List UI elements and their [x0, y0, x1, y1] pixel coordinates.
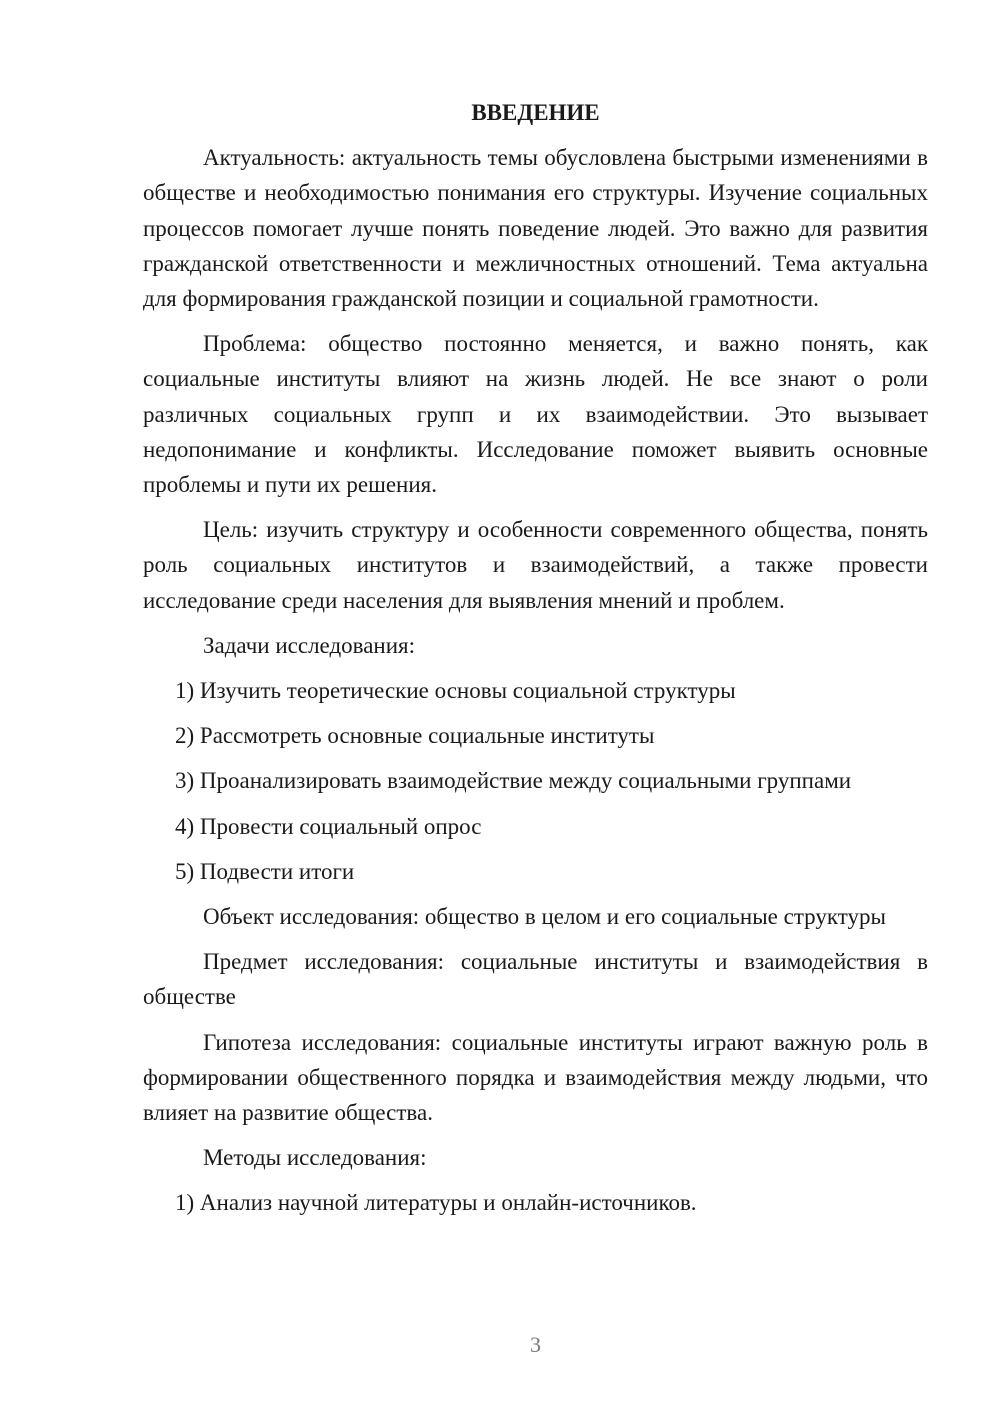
methods-label: Методы исследования: — [203, 1145, 427, 1171]
document-body — [143, 95, 928, 1231]
task-item-2: 2) Рассмотреть основные социальные институты — [175, 723, 655, 749]
task-item-1: 1) Изучить теоретические основы социальной структуры — [175, 678, 736, 704]
task-item-3: 3) Проанализировать взаимодействие между социальными группами — [175, 768, 852, 794]
task-item-5: 5) Подвести итоги — [175, 858, 355, 884]
problem-paragraph: Проблема: общество постоянно меняется, и важно понять, как социальные институты влияют на жизнь людей. Не все знают о роли различных социальных групп и их взаимодействии. Это вызывает недопонимание и конфликты. Исследование поможет выявить основные проблемы и пути их решения. — [143, 331, 928, 498]
relevance-paragraph: Актуальность: актуальность темы обусловлена быстрыми изменениями в обществе и необходимостью понимания его структуры. Изучение социальных процессов помогает лучше понять поведение людей. Это важно для развития гражданской ответственности и межличностных отношений. Тема актуальна для формирования гражданской позиции и социальной грамотности. — [143, 145, 928, 312]
object-paragraph: Объект исследования: общество в целом и его социальные структуры — [203, 904, 886, 930]
tasks-label: Задачи исследования: — [203, 632, 416, 658]
subject-paragraph: Предмет исследования: социальные институты и взаимодействия в обществе — [143, 949, 928, 1010]
hypothesis-paragraph: Гипотеза исследования: социальные институты играют важную роль в формировании общественного порядка и взаимодействия между людьми, что влияет на развитие общества. — [143, 1029, 928, 1126]
task-item-4: 4) Провести социальный опрос — [175, 813, 482, 839]
page-number: 3 — [530, 1332, 541, 1357]
section-heading: ВВЕДЕНИЕ — [471, 100, 600, 125]
goal-paragraph: Цель: изучить структуру и особенности современного общества, понять роль социальных институтов и взаимодействий, а также провести исследование среди населения для выявления мнений и проблем. — [143, 517, 928, 613]
method-item-1: 1) Анализ научной литературы и онлайн-источников. — [175, 1190, 697, 1216]
